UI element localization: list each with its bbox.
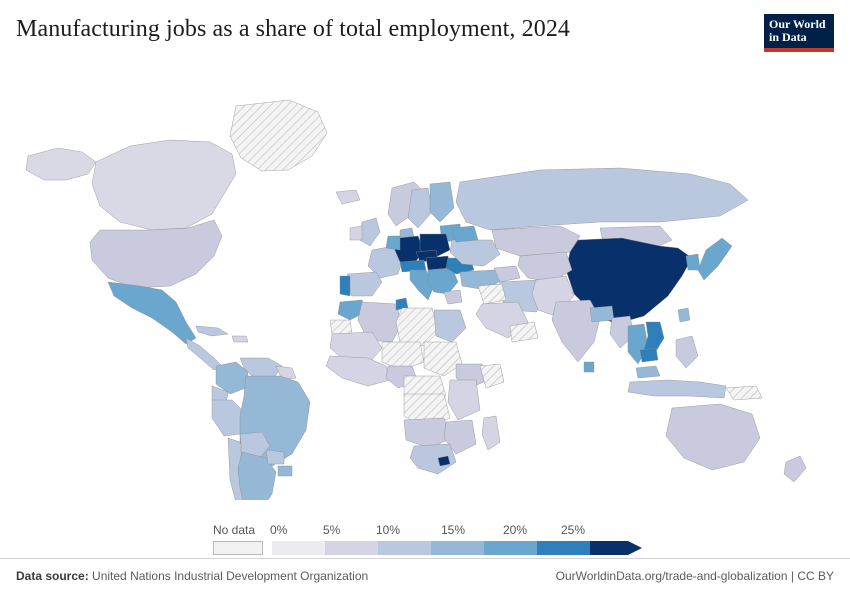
region-united-states[interactable] [90,220,222,288]
world-choropleth-map[interactable] [0,70,850,500]
region-paraguay[interactable] [266,450,284,464]
region-japan[interactable] [698,238,732,280]
region-philippines[interactable] [676,336,698,368]
region-belarus[interactable] [452,226,478,242]
region-libya[interactable] [396,308,438,346]
legend-arrow-icon [628,541,642,555]
legend-no-data-swatch[interactable] [213,541,263,555]
region-cuba[interactable] [196,326,228,336]
data-source-label: Data source: [16,569,89,583]
region-western-sahara[interactable] [330,320,352,334]
legend-no-data-label: No data [213,523,256,537]
owid-logo[interactable] [764,14,834,52]
region-egypt[interactable] [434,310,466,342]
legend-tick-2: 10% [376,523,401,537]
region-uruguay[interactable] [278,466,292,476]
legend-tick-1: 5% [323,523,341,537]
region-iraq-syria[interactable] [478,284,506,304]
separator: | [790,569,798,583]
owid-logo-line1: Our World [769,17,826,31]
region-papua-new-guinea[interactable] [726,386,762,400]
region-malaysia[interactable] [636,366,660,378]
region-kazakhstan[interactable] [492,226,580,256]
region-lesotho[interactable] [438,456,450,466]
region-madagascar[interactable] [482,416,500,450]
region-greenland[interactable] [230,100,327,171]
region-ireland[interactable] [350,226,362,240]
legend-bin-3[interactable] [431,541,484,555]
legend-bin-1[interactable] [325,541,378,555]
legend-tick-3: 15% [441,523,466,537]
region-alaska[interactable] [26,148,96,180]
region-australia[interactable] [666,404,760,470]
footer [0,558,850,601]
region-west-africa[interactable] [326,356,390,386]
region-peru[interactable] [212,400,244,436]
region-korea[interactable] [686,254,700,270]
license-link[interactable]: CC BY [797,569,834,583]
region-iceland[interactable] [336,190,360,204]
legend-bin-0[interactable] [272,541,325,555]
legend-tick-5: 25% [561,523,586,537]
page-title: Manufacturing jobs as a share of total employment, 2024 [16,16,571,42]
legend [0,505,850,555]
region-hispaniola[interactable] [232,336,248,342]
owid-url-link[interactable]: OurWorldinData.org/trade-and-globalization [555,569,788,583]
region-sri-lanka[interactable] [584,362,594,372]
owid-logo-line2: in Data [769,30,807,44]
region-central-america[interactable] [186,338,222,370]
region-finland[interactable] [430,182,454,222]
legend-bin-5[interactable] [537,541,590,555]
legend-tick-0: 0% [270,523,288,537]
region-cambodia[interactable] [640,348,658,362]
region-indonesia[interactable] [628,380,726,398]
region-canada[interactable] [92,140,236,230]
region-netherlands-belgium[interactable] [386,236,400,250]
region-taiwan[interactable] [678,308,690,322]
legend-tick-4: 20% [503,523,528,537]
region-new-zealand[interactable] [784,456,806,482]
region-mexico[interactable] [108,282,196,344]
region-kenya-tanzania[interactable] [448,380,480,420]
legend-color-bar[interactable] [272,541,642,555]
legend-bin-4[interactable] [484,541,537,555]
region-portugal[interactable] [340,276,350,296]
legend-bin-2[interactable] [378,541,431,555]
region-greece[interactable] [444,290,462,304]
footer-links [556,569,834,583]
data-source-value: United Nations Industrial Development Organization [92,569,369,583]
region-nepal-bangladesh[interactable] [590,306,614,322]
data-source [16,569,368,583]
region-somalia[interactable] [480,364,504,388]
region-south-africa[interactable] [410,444,456,474]
legend-bin-6[interactable] [590,541,628,555]
region-sweden[interactable] [408,188,432,228]
region-united-kingdom[interactable] [360,218,380,246]
region-russia[interactable] [456,168,748,230]
